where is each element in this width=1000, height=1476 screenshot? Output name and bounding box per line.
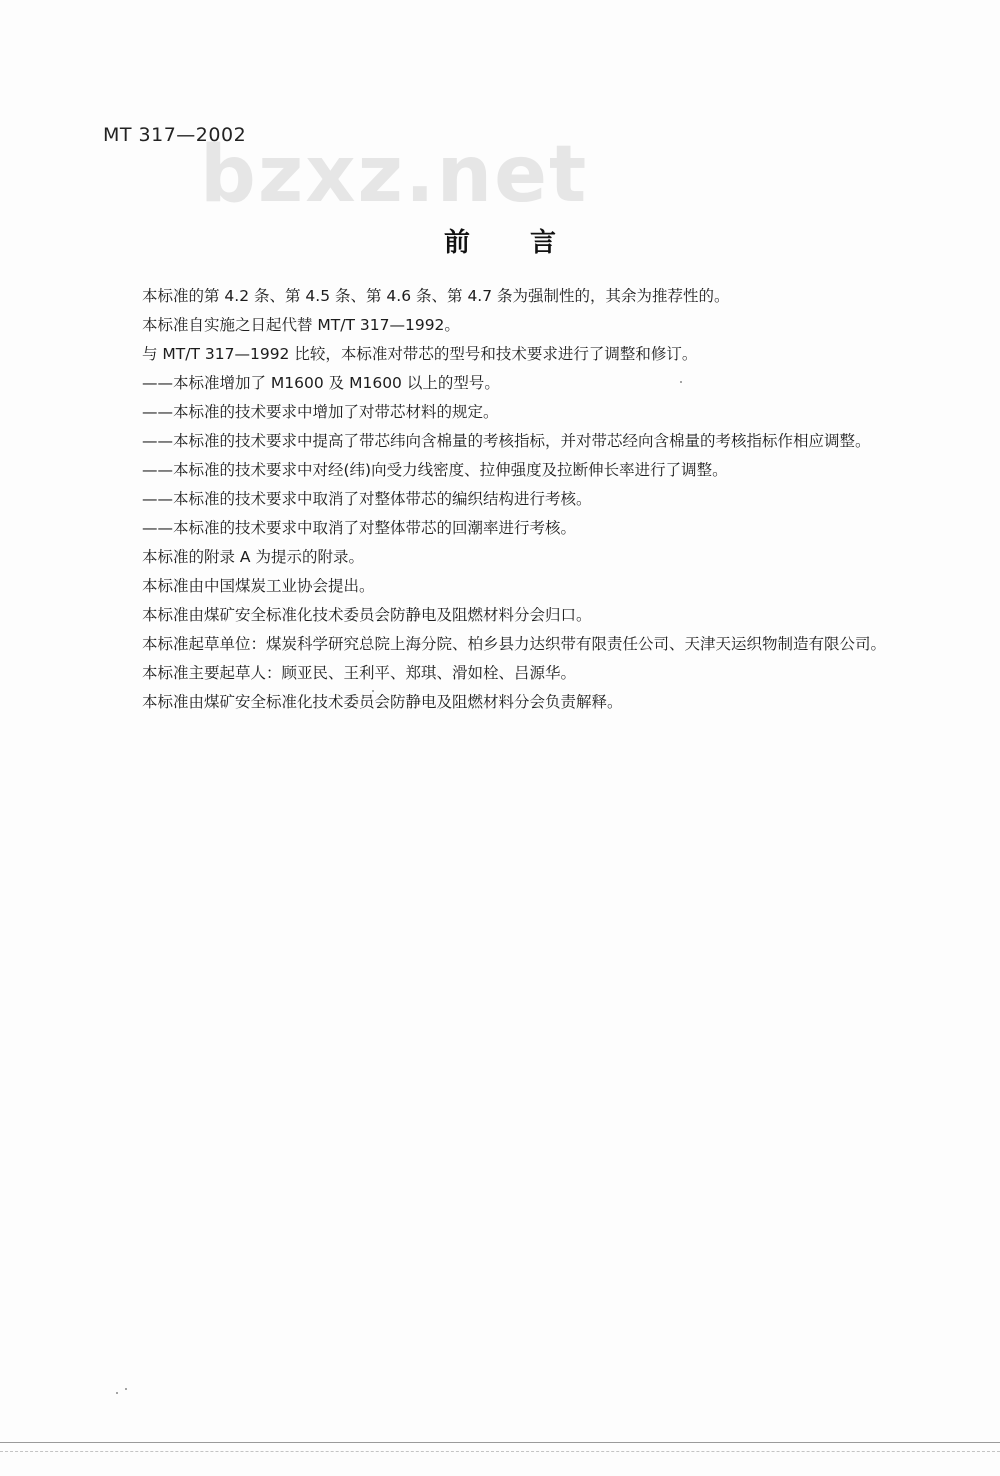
scan-speck bbox=[680, 381, 682, 383]
page-title: 前言 bbox=[443, 228, 616, 258]
document-code: MT 317—2002 bbox=[103, 124, 247, 146]
paragraph-replaces: 本标准自实施之日起代替 MT/T 317—1992。 bbox=[142, 316, 460, 334]
paragraph-change-models: ——本标准增加了 M1600 及 M1600 以上的型号。 bbox=[142, 374, 500, 392]
paragraph-comparison: 与 MT/T 317—1992 比较，本标准对带芯的型号和技术要求进行了调整和修订。 bbox=[142, 345, 698, 363]
foreword-body bbox=[104, 282, 904, 717]
watermark-text: bzxz.net bbox=[200, 130, 589, 220]
paragraph-change-cotton: ——本标准的技术要求中提高了带芯纬向含棉量的考核指标，并对带芯经向含棉量的考核指标作相应调整。 bbox=[142, 432, 871, 450]
paragraph-proposer: 本标准由中国煤炭工业协会提出。 bbox=[142, 577, 375, 595]
bottom-rule-dashed bbox=[0, 1451, 1000, 1452]
paragraph-appendix: 本标准的附录 A 为提示的附录。 bbox=[142, 548, 364, 566]
paragraph-interpretation: 本标准由煤矿安全标准化技术委员会防静电及阻燃材料分会负责解释。 bbox=[142, 693, 623, 711]
scan-speck bbox=[116, 1392, 118, 1394]
bottom-rule bbox=[0, 1442, 1000, 1443]
paragraph-drafters: 本标准主要起草人：顾亚民、王利平、郑琪、滑如栓、吕源华。 bbox=[142, 664, 577, 682]
paragraph-mandatory-clauses: 本标准的第 4.2 条、第 4.5 条、第 4.6 条、第 4.7 条为强制性的，其余为推荐性的。 bbox=[142, 287, 730, 305]
paragraph-change-weave: ——本标准的技术要求中取消了对整体带芯的编织结构进行考核。 bbox=[142, 490, 592, 508]
paragraph-change-material: ——本标准的技术要求中增加了对带芯材料的规定。 bbox=[142, 403, 499, 421]
scan-speck bbox=[125, 1388, 127, 1390]
paragraph-administrator: 本标准由煤矿安全标准化技术委员会防静电及阻燃材料分会归口。 bbox=[142, 606, 592, 624]
scan-speck bbox=[372, 690, 374, 692]
paragraph-change-strength: ——本标准的技术要求中对经(纬)向受力线密度、拉伸强度及拉断伸长率进行了调整。 bbox=[142, 461, 728, 479]
paragraph-change-moisture: ——本标准的技术要求中取消了对整体带芯的回潮率进行考核。 bbox=[142, 519, 577, 537]
paragraph-drafting-units: 本标准起草单位：煤炭科学研究总院上海分院、柏乡县力达织带有限责任公司、天津天运织物制造有限公司。 bbox=[142, 635, 887, 653]
